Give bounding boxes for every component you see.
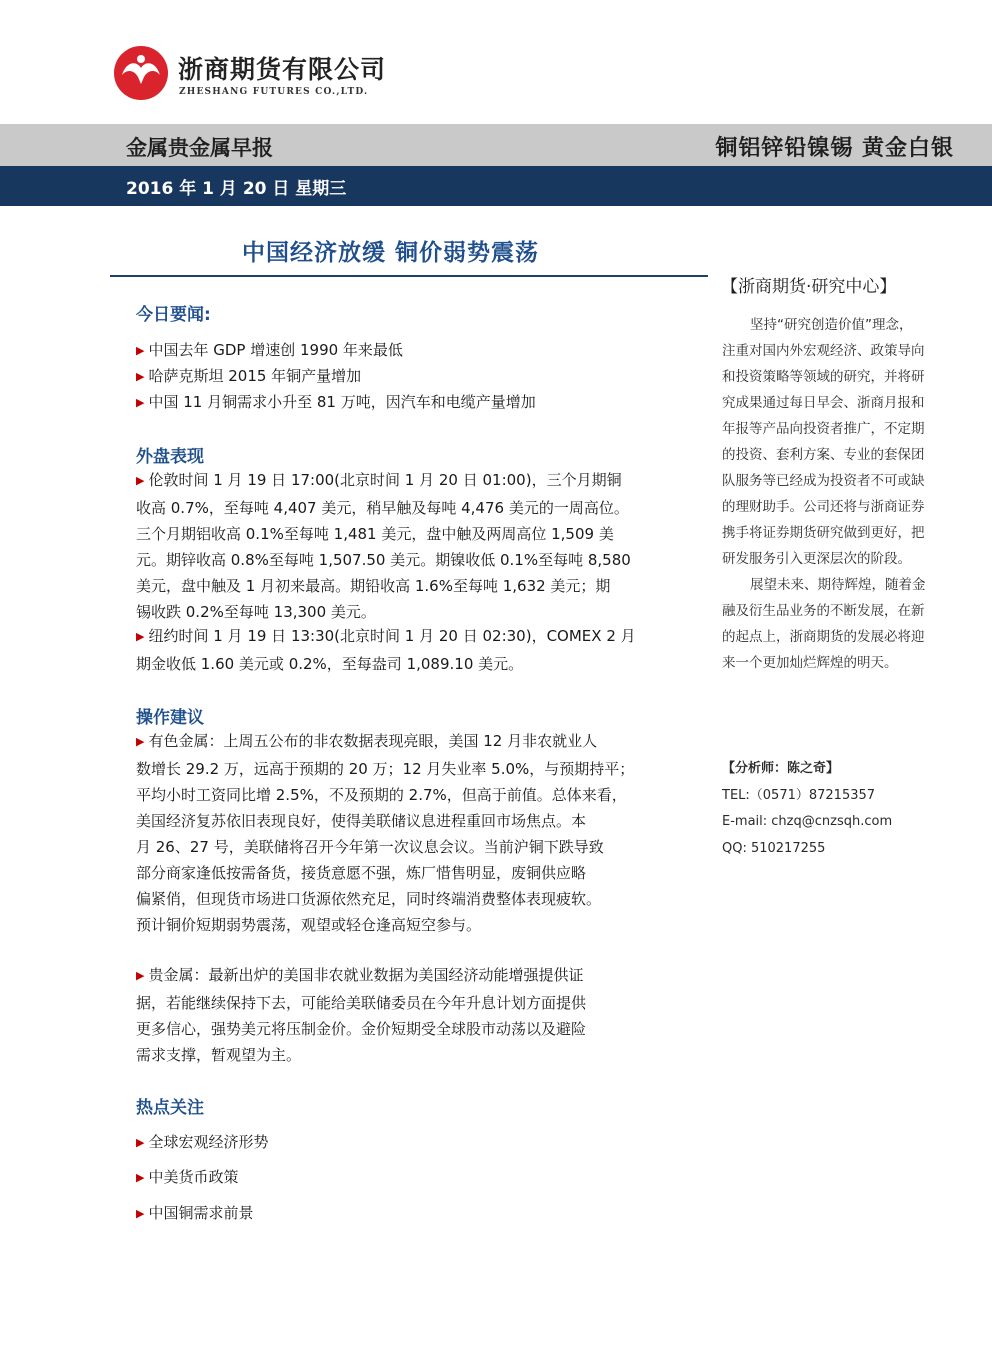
bullet-arrow-icon: ▶: [136, 1171, 145, 1184]
analyst-contact: [722, 756, 892, 862]
news-item: [136, 363, 361, 391]
bullet-arrow-icon: ▶: [136, 1207, 145, 1220]
paragraph-line: ▶ 有色金属：上周五公布的非农数据表现亮眼，美国 12 月非农就业人: [136, 732, 598, 750]
paragraph-line: ▶ 纽约时间 1 月 19 日 13:30(北京时间 1 月 20 日 02:30)，COMEX 2 月: [136, 627, 636, 645]
paragraph-line: 三个月期铝收高 0.1%至每吨 1,481 美元，盘中触及两周高位 1,509 美: [136, 525, 614, 543]
advice-paragraph-base-metals: [136, 728, 676, 938]
analyst-phone: TEL:（0571）87215357: [722, 787, 876, 803]
section-title-advice: 操作建议: [136, 708, 204, 728]
paragraph-line: 数增长 29.2 万，远高于预期的 20 万；12 月失业率 5.0%，与预期持平；: [136, 760, 635, 778]
sidebar-title: 【浙商期货·研究中心】: [721, 277, 897, 297]
sidebar-line: 队服务等已经成为投资者不可或缺: [722, 473, 925, 489]
sidebar-line: 融及衍生品业务的不断发展，在新: [722, 603, 925, 619]
sidebar-line: 的投资、套利方案、专业的套保团: [722, 447, 925, 463]
sidebar-line: 的起点上，浙商期货的发展必将迎: [722, 629, 925, 645]
analyst-email: E-mail: chzq@cnzsqh.com: [722, 814, 893, 829]
paragraph-line: 月 26、27 号，美联储将召开今年第一次议息会议。当前沪铜下跌导致: [136, 838, 604, 856]
news-item-text: 中国 11 月铜需求小升至 81 万吨，因汽车和电缆产量增加: [148, 393, 536, 411]
section-title-news: 今日要闻:: [136, 305, 211, 325]
paragraph-line: 锡收跌 0.2%至每吨 13,300 美元。: [136, 603, 376, 621]
sidebar-line: 和投资策略等领域的研究，并将研: [722, 369, 925, 385]
title-divider: [110, 275, 708, 277]
sidebar-intro: [722, 312, 954, 676]
paragraph-line: ▶ 贵金属：最新出炉的美国非农就业数据为美国经济动能增强提供证: [136, 966, 584, 984]
company-name-cn: 浙商期货有限公司: [178, 55, 387, 84]
company-logo: [112, 44, 392, 108]
bullet-arrow-icon: ▶: [136, 969, 145, 982]
bullet-arrow-icon: ▶: [136, 344, 145, 357]
paragraph-line: 部分商家逢低按需备货，接货意愿不强，炼厂惜售明显，废铜供应略: [136, 864, 587, 882]
page-title: 中国经济放缓 铜价弱势震荡: [242, 240, 540, 266]
sidebar-line: 的理财助手。公司还将与浙商证券: [722, 499, 925, 515]
hot-item: [136, 1200, 253, 1228]
bullet-arrow-icon: ▶: [136, 474, 145, 487]
paragraph-line: 需求支撑，暂观望为主。: [136, 1046, 302, 1064]
sidebar-line: 携手将证券期货研究做到更好，把: [722, 525, 925, 541]
paragraph-line: 元。期锌收高 0.8%至每吨 1,507.50 美元。期镍收低 0.1%至每吨 8,580: [136, 551, 631, 569]
hot-item: [136, 1164, 238, 1192]
paragraph-line: 期金收低 1.60 美元或 0.2%，至每盎司 1,089.10 美元。: [136, 655, 524, 673]
date-band: [0, 166, 992, 206]
bullet-arrow-icon: ▶: [136, 735, 145, 748]
advice-paragraph-precious-metals: [136, 962, 676, 1068]
paragraph-line: 据，若能继续保持下去，可能给美联储委员在今年升息计划方面提供: [136, 994, 587, 1012]
sidebar-line: 研发服务引入更深层次的阶段。: [722, 551, 911, 567]
section-title-overseas: 外盘表现: [136, 447, 204, 467]
news-item-text: 哈萨克斯坦 2015 年铜产量增加: [148, 367, 362, 385]
sidebar-line: 坚持“研究创造价值”理念，: [750, 317, 913, 333]
paragraph-line: 平均小时工资同比增 2.5%，不及预期的 2.7%，但高于前值。总体来看，: [136, 786, 627, 804]
metals-list: 铜铝锌铅镍锡 黄金白银: [715, 136, 954, 161]
paragraph-line: 更多信心，强势美元将压制金价。金价短期受全球股市动荡以及避险: [136, 1020, 587, 1038]
news-item: [136, 337, 403, 365]
paragraph-line: 美国经济复苏依旧表现良好，使得美联储议息进程重回市场焦点。本: [136, 812, 587, 830]
hot-item-text: 全球宏观经济形势: [148, 1133, 269, 1151]
paragraph-line: 收高 0.7%，至每吨 4,407 美元，稍早触及每吨 4,476 美元的一周高位。: [136, 499, 629, 517]
zheshang-logo-icon: [112, 44, 170, 102]
section-title-hot: 热点关注: [136, 1098, 204, 1118]
news-item-text: 中国去年 GDP 增速创 1990 年来最低: [148, 341, 403, 359]
bullet-arrow-icon: ▶: [136, 630, 145, 643]
hot-item-text: 中美货币政策: [148, 1168, 239, 1186]
news-item: [136, 389, 536, 417]
sidebar-line: 究成果通过每日早会、浙商月报和: [722, 395, 925, 411]
report-type: 金属贵金属早报: [126, 136, 273, 160]
analyst-qq: QQ: 510217255: [722, 840, 826, 856]
hot-item-text: 中国铜需求前景: [148, 1204, 254, 1222]
overseas-paragraph-comex: [136, 623, 676, 677]
paragraph-line: 偏紧俏，但现货市场进口货源依然充足，同时终端消费整体表现疲软。: [136, 890, 602, 908]
paragraph-line: 预计铜价短期弱势震荡，观望或轻仓逢高短空参与。: [136, 916, 482, 934]
hot-item: [136, 1129, 268, 1157]
bullet-arrow-icon: ▶: [136, 396, 145, 409]
bullet-arrow-icon: ▶: [136, 370, 145, 383]
bullet-arrow-icon: ▶: [136, 1136, 145, 1149]
company-name-en: ZHESHANG FUTURES CO.,LTD.: [179, 87, 369, 97]
sidebar-line: 展望未来、期待辉煌，随着金: [750, 577, 926, 593]
analyst-label: 【分析师：陈之奇】: [722, 761, 840, 776]
sidebar-line: 注重对国内外宏观经济、政策导向: [722, 343, 925, 359]
report-header-band: [0, 124, 992, 166]
paragraph-line: ▶ 伦敦时间 1 月 19 日 17:00(北京时间 1 月 20 日 01:00)，三个月期铜: [136, 471, 622, 489]
report-date: 2016 年 1 月 20 日 星期三: [126, 179, 347, 199]
overseas-paragraph-lme: [136, 467, 676, 625]
paragraph-line: 美元，盘中触及 1 月初来最高。期铅收高 1.6%至每吨 1,632 美元；期: [136, 577, 611, 595]
sidebar-line: 来一个更加灿烂辉煌的明天。: [722, 655, 898, 671]
sidebar-line: 年报等产品向投资者推广，不定期: [722, 421, 925, 437]
